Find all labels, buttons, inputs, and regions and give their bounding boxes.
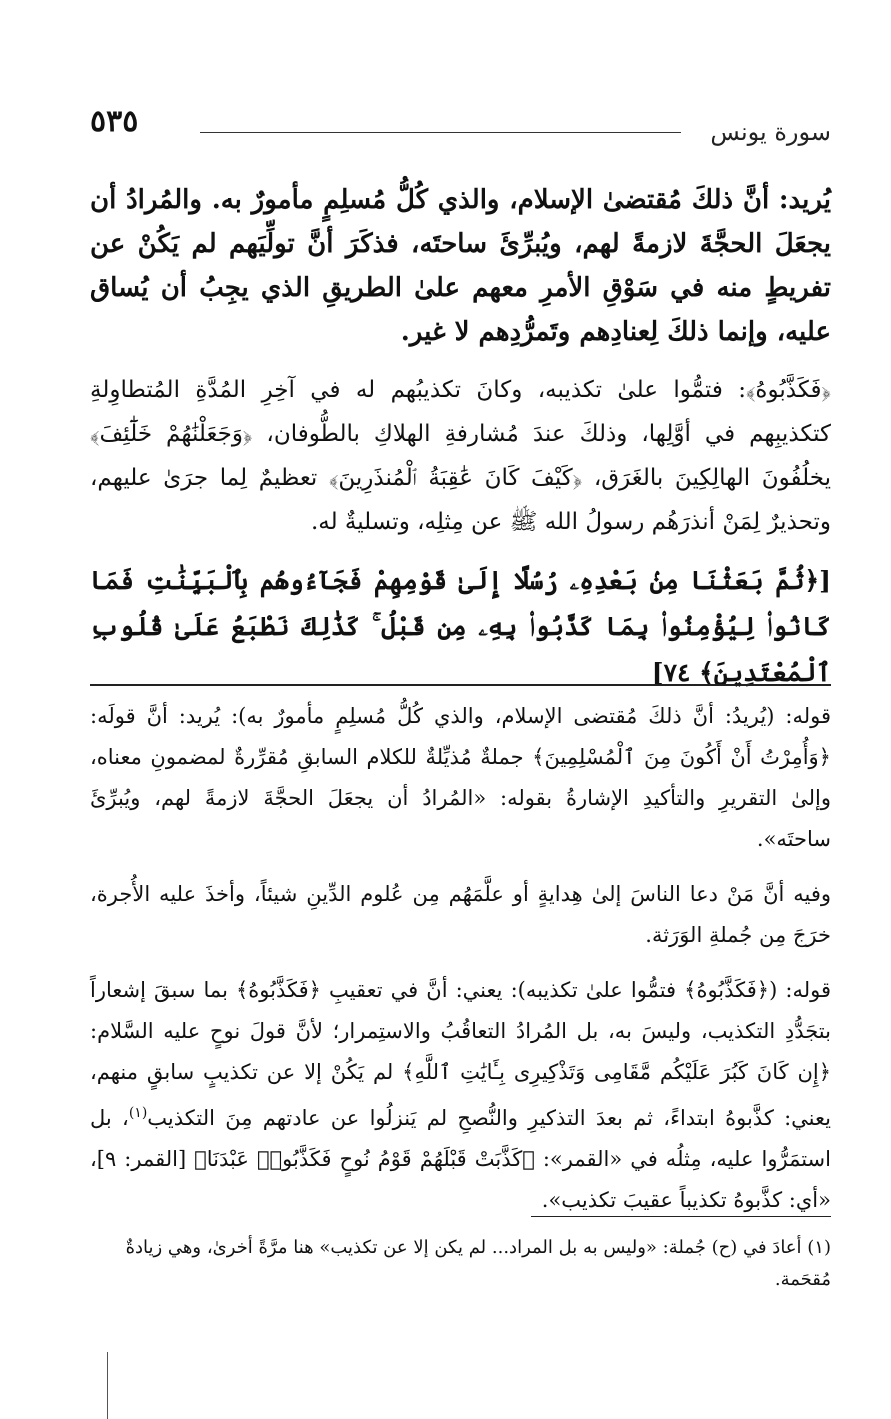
commentary-paragraph-1 [90, 178, 831, 354]
page-header [90, 104, 831, 162]
footnote: (١) أعادَ في (ح) جُملة: «وليس به بل المراد... لم يكن إلا عن تكذيب» هنا مرَّةً أخرىٰ، وهي زيادةٌ مُقحَمة. [125, 1237, 831, 1290]
footnote-rule [531, 1216, 831, 1217]
gloss-paragraph-3 [90, 970, 831, 1221]
footnote-reference[interactable]: (١) [128, 1105, 148, 1121]
quran-verse: [﴿ثُمَّ بَعَثْنَا مِنۢ بَعْدِهِۦ رُسُلًا إِلَىٰ قَوْمِهِمْ فَجَآءُوهُم بِٱلْبَيِّنَٰتِ فَمَا كَانُوا۟ لِيُؤْمِنُوا۟ بِمَا كَذَّبُوا۟ بِهِۦ مِن قَبْلُ ۚ كَذَٰلِكَ نَطْبَعُ عَلَىٰ قُلُوبِ ٱلْمُعْتَدِينَ﴾ ٧٤] [90, 566, 831, 687]
gloss-paragraph-2: وفيه أنَّ مَنْ دعا الناسَ إلىٰ هِدايةٍ أو علَّمَهُم مِن عُلوم الدِّينِ شيئاً، وأخذَ عليه الأُجرة، خرَجَ مِن جُملةِ الوَرَثة. [90, 882, 831, 947]
section-divider [90, 684, 831, 686]
gloss-text: ، بل استمَرُّوا عليه، مِثلُه في «القمر»: ﴿كَذَّبَتْ قَبْلَهُمْ قَوْمُ نُوحٍ فَكَذَّبُوا۟ عَبْدَنَا﴾ [القمر: ٩]، «أي: كذَّبوهُ تكذيباً عقيبَ تكذيب». [90, 1106, 831, 1212]
commentary-text: ﴿فَكَذَّبُوهُ﴾: فتمُّوا علىٰ تكذيبه، وكانَ تكذيبُهم له في آخِرِ المُدَّةِ المُتطاوِلةِ كتكذيبِهم في أوَّلِها، وذلكَ عندَ مُشارفةِ الهلاكِ بالطُّوفان، ﴿وَجَعَلْنَٰهُمْ خَلَٰٓئِفَ﴾ يخلُفُونَ الهالِكِينَ بالغَرَق، ﴿كَيْفَ كَانَ عَٰقِبَةُ ٱلْمُنذَرِينَ﴾ تعظيمٌ لِما جرَىٰ عليهم، وتحذيرٌ لِمَنْ أنذرَهُم رسولُ الله ﷺ عن مِثلِه، وتسليةٌ له. [90, 377, 831, 535]
page-number: ٥٣٥ [90, 104, 139, 139]
main-commentary [90, 178, 831, 710]
gloss-section [90, 696, 831, 1235]
surah-name: سورة يونس [710, 118, 831, 146]
gloss-text: قوله: (﴿فَكَذَّبُوهُ﴾ فتمُّوا علىٰ تكذيبه): يعني: أنَّ في تعقيبِ ﴿فَكَذَّبُوهُ﴾ بما سبقَ إشعاراً بتجَدُّدِ التكذيب، وليسَ به، بل المُرادُ التعاقُبُ والاستِمرار؛ لأنَّ قولَ نوحٍ عليه السَّلام: ﴿إِن كَانَ كَبُرَ عَلَيْكُم مَّقَامِى وَتَذْكِيرِى بِـَٔايَٰتِ ٱللَّهِ﴾ لم يَكُنْ إلا عن تكذيبٍ سابقٍ منهم، يعني: كذَّبوهُ ابتداءً، ثم بعدَ التذكيرِ والنُّصحِ لم يَنزلُوا عن عادتهم مِنَ التكذيب [90, 978, 831, 1130]
commentary-text: يُريد: أنَّ ذلكَ مُقتضىٰ الإسلام، والذي كُلُّ مُسلِمٍ مأمورٌ به. والمُرادُ أن يجعَلَ الحجَّةَ لازمةً لهم، ويُبرِّئَ ساحتَه، فذكَرَ أنَّ تولِّيَهم لم يَكُنْ عن تفريطٍ منه في سَوْقِ الأمرِ معهم علىٰ الطريقِ الذي يجِبُ أن يُساق عليه، وإنما ذلكَ لِعنادِهم وتَمرُّدِهم لا غير. [90, 185, 831, 347]
header-rule [200, 132, 681, 133]
margin-line [107, 1352, 108, 1419]
gloss-paragraph-1: قوله: (يُريدُ: أنَّ ذلكَ مُقتضى الإسلام، والذي كُلُّ مُسلِمٍ مأمورٌ به): يُريد: أنَّ قولَه: ﴿وَأُمِرْتُ أَنْ أَكُونَ مِنَ ٱلْمُسْلِمِينَ﴾ جملةٌ مُذيِّلةٌ للكلام السابقِ مُقرِّرةٌ لمضمونِ معناه، وإلىٰ التقريرِ والتأكيدِ الإشارةُ بقوله: «المُرادُ أن يجعَلَ الحجَّةَ لازمةً لهم، ويُبرِّئَ ساحتَه». [90, 704, 831, 851]
commentary-paragraph-2 [90, 368, 831, 544]
